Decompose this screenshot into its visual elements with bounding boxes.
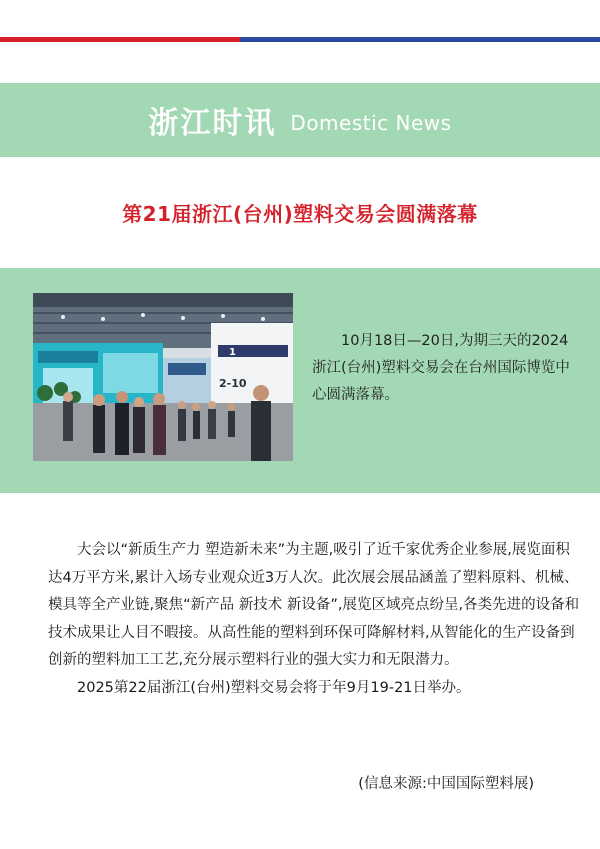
article-paragraph: 大会以“新质生产力 塑造新未来”为主题,吸引了近千家优秀企业参展,展览面积达4万平方米,累计入场专业观众近3万人次。此次展会展品涵盖了塑料原料、机械、模具等全产业链,聚焦“新产品 新技术 新设备”,展览区域亮点纷呈,各类先进的设备和技术成果让人目不暇接。从高性能的塑料到环保可降解材料,从智能化的生产设备到创新的塑料加工工艺,充分展示塑料行业的强大实力和无限潜力。	[48, 542, 580, 668]
article-source: (信息来源:中国国际塑料展)	[358, 776, 534, 792]
article-paragraph: 2025第22届浙江(台州)塑料交易会将于年9月19-21日举办。	[77, 679, 471, 696]
hall-sign-number: 1	[229, 347, 236, 358]
zone-sign-label: 2-10	[219, 377, 247, 390]
top-bar-red-segment	[0, 37, 240, 42]
expo-hall-photo	[33, 293, 293, 461]
top-color-bar	[0, 37, 600, 42]
section-banner	[0, 83, 600, 157]
section-title-en: Domestic News	[290, 111, 452, 135]
article-intro: 10月18日—20日,为期三天的2024浙江(台州)塑料交易会在台州国际博览中心圆满落幕。	[312, 333, 570, 403]
article-body	[48, 537, 582, 702]
section-title-cn: 浙江时讯	[148, 106, 277, 141]
photo-band	[0, 268, 600, 493]
top-bar-blue-segment	[240, 37, 600, 42]
article-headline: 第21届浙江(台州)塑料交易会圆满落幕	[122, 202, 478, 226]
